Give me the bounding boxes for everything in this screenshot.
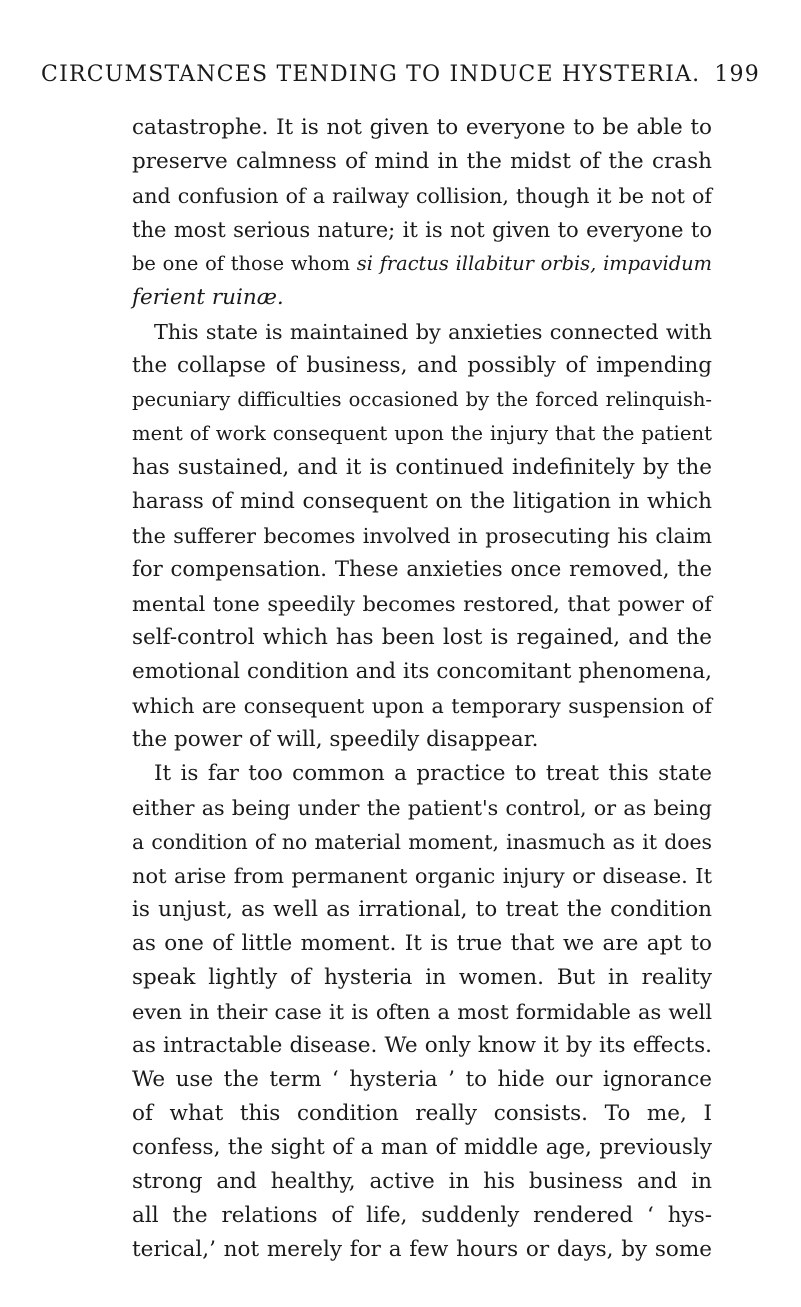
latin-quote: si fractus illabitur orbis, impavidum bbox=[356, 252, 712, 275]
text-line: terical,’ not merely for a few hours or days, by some bbox=[132, 1237, 712, 1262]
text-line: either as being under the patient's control, or as being bbox=[132, 796, 712, 820]
text-line: speak lightly of hysteria in women. But in reality bbox=[132, 965, 712, 990]
text-line: is unjust, as well as irrational, to treat the condition bbox=[132, 897, 712, 922]
text-line-start: be one of those whom bbox=[132, 252, 350, 275]
latin-quote-end: ferient ruinæ. bbox=[132, 285, 284, 310]
running-head-title: CIRCUMSTANCES TENDING TO INDUCE HYSTERIA. bbox=[41, 62, 701, 87]
text-line: emotional condition and its concomitant phenomena, bbox=[132, 659, 712, 684]
text-line: confess, the sight of a man of middle age, previously bbox=[132, 1135, 712, 1160]
text-line: the most serious nature; it is not given to everyone to bbox=[132, 217, 712, 242]
text-line: and confusion of a railway collision, though it be not of bbox=[132, 184, 712, 208]
text-line: catastrophe. It is not given to everyone to be able to bbox=[132, 115, 712, 140]
paragraph-start: It is far too common a practice to treat this state bbox=[154, 761, 712, 786]
body-text bbox=[132, 111, 712, 1267]
text-line: self-control which has been lost is regained, and the bbox=[132, 625, 712, 650]
text-line: the collapse of business, and possibly of impending bbox=[132, 353, 712, 378]
text-line bbox=[132, 247, 712, 281]
text-line bbox=[132, 281, 712, 315]
text-line: not arise from permanent organic injury or disease. It bbox=[132, 864, 712, 888]
text-line: mental tone speedily becomes restored, that power of bbox=[132, 592, 712, 616]
running-head bbox=[0, 60, 801, 90]
text-line: pecuniary difficulties occasioned by the forced relinquish- bbox=[132, 388, 712, 411]
text-line: as one of little moment. It is true that we are apt to bbox=[132, 931, 712, 956]
text-line: a condition of no material moment, inasmuch as it does bbox=[132, 830, 712, 854]
text-line: which are consequent upon a temporary suspension of bbox=[132, 694, 712, 718]
text-line: We use the term ‘ hysteria ’ to hide our ignorance bbox=[132, 1067, 712, 1092]
text-line: even in their case it is often a most formidable as well bbox=[132, 1000, 712, 1024]
text-line: strong and healthy, active in his business and in bbox=[132, 1169, 712, 1194]
text-line: the sufferer becomes involved in prosecuting his claim bbox=[132, 524, 712, 548]
text-line: of what this condition really consists. To me, I bbox=[132, 1101, 712, 1126]
text-line: has sustained, and it is continued indefinitely by the bbox=[132, 455, 712, 480]
text-line: all the relations of life, suddenly rendered ‘ hys- bbox=[132, 1203, 712, 1228]
page-number: 199 bbox=[714, 62, 760, 87]
text-line: harass of mind consequent on the litigation in which bbox=[132, 489, 712, 514]
text-line: ment of work consequent upon the injury that the patient bbox=[132, 422, 712, 445]
text-line: preserve calmness of mind in the midst of the crash bbox=[132, 149, 712, 174]
text-line: as intractable disease. We only know it by its effects. bbox=[132, 1033, 712, 1058]
paragraph-start: This state is maintained by anxieties connected with bbox=[154, 320, 712, 344]
text-line: for compensation. These anxieties once removed, the bbox=[132, 557, 712, 582]
text-line: the power of will, speedily disappear. bbox=[132, 727, 539, 752]
